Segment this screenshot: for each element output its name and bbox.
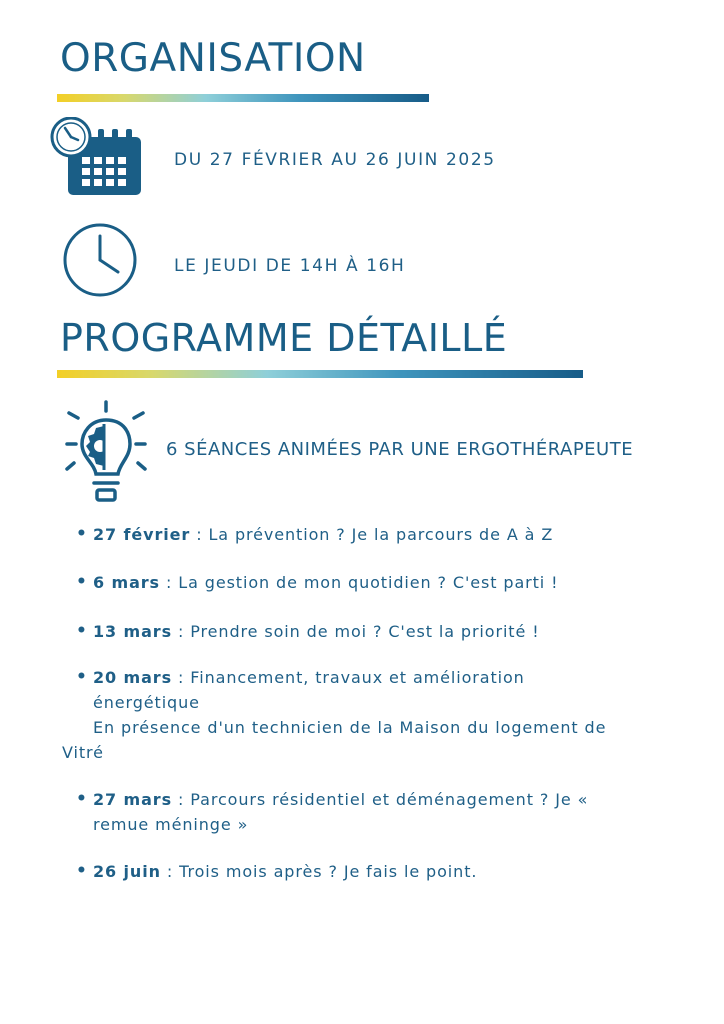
session-date: 6 mars: [93, 573, 160, 592]
session-item: • 6 mars : La gestion de mon quotidien ? C'est parti !: [76, 572, 559, 592]
session-text: : Financement, travaux et amélioration: [172, 668, 525, 687]
clock-icon: [60, 220, 140, 300]
dates-text: DU 27 FÉVRIER AU 26 JUIN 2025: [174, 150, 496, 170]
session-text: : Trois mois après ? Je fais le point.: [160, 862, 478, 881]
session-date: 27 mars: [93, 790, 173, 809]
lightbulb-gear-icon: [64, 400, 148, 504]
session-text: : Prendre soin de moi ? C'est la priorité !: [172, 622, 540, 641]
calendar-clock-icon: [50, 117, 146, 197]
session-item: • 27 mars : Parcours résidentiel et déménagement ? Je « remue méninge »: [93, 787, 673, 837]
programme-underline: [57, 370, 583, 378]
session-text: : Parcours résidentiel et déménagement ? Je «: [172, 790, 589, 809]
session-text: : La gestion de mon quotidien ? C'est parti !: [160, 573, 559, 592]
schedule-text: LE JEUDI DE 14H À 16H: [174, 256, 406, 276]
session-item: • 20 mars : Financement, travaux et amélioration énergétique En présence d'un technicien de la Maison du logement de Vitré: [93, 665, 673, 765]
session-note: En présence d'un technicien de la Maison du logement de: [93, 718, 607, 737]
programme-title: PROGRAMME DÉTAILLÉ: [60, 316, 508, 360]
sessions-subtitle: 6 SÉANCES ANIMÉES PAR UNE ERGOTHÉRAPEUTE: [166, 439, 634, 460]
session-date: 20 mars: [93, 668, 173, 687]
session-text-continued: remue méninge »: [93, 815, 249, 834]
organisation-underline: [57, 94, 429, 102]
session-item: • 27 février : La prévention ? Je la parcours de A à Z: [76, 524, 554, 544]
session-text: : La prévention ? Je la parcours de A à Z: [190, 525, 554, 544]
session-note-continued: Vitré: [62, 743, 104, 762]
session-date: 13 mars: [93, 622, 173, 641]
session-date: 27 février: [93, 525, 191, 544]
session-text-continued: énergétique: [93, 693, 200, 712]
organisation-title: ORGANISATION: [60, 36, 366, 81]
session-item: • 26 juin : Trois mois après ? Je fais le point.: [76, 861, 478, 881]
session-date: 26 juin: [93, 862, 161, 881]
session-item: • 13 mars : Prendre soin de moi ? C'est la priorité !: [76, 621, 540, 641]
